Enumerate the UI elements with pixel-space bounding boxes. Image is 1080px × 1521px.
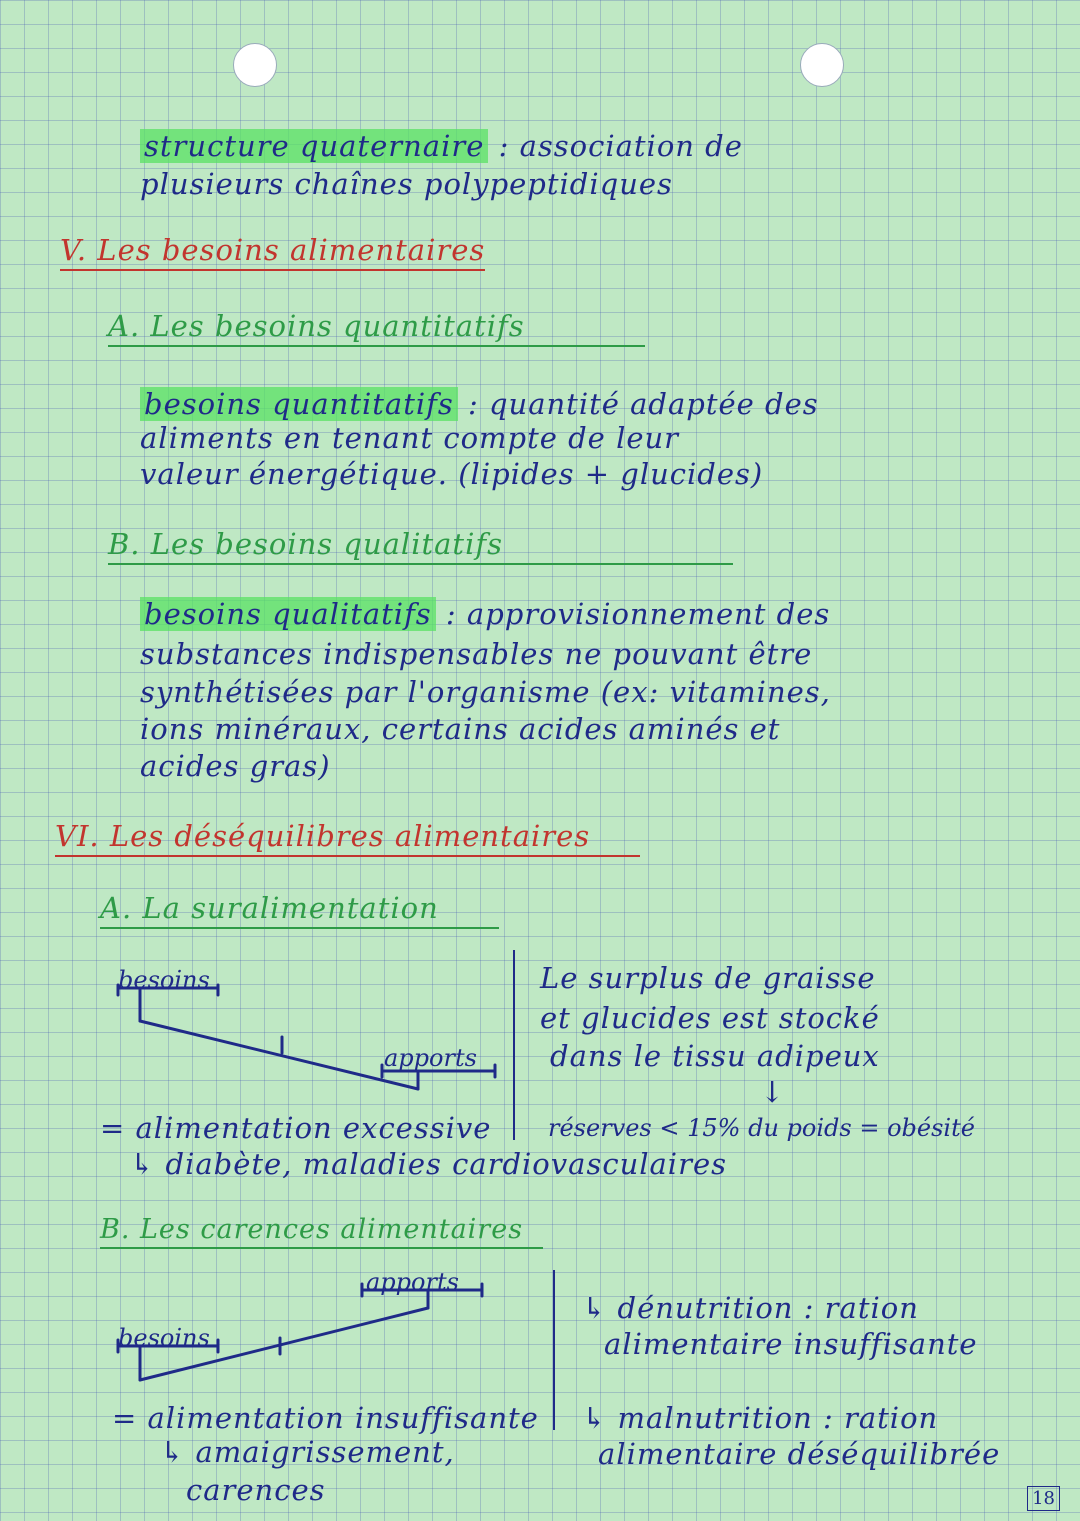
slope-line-a (140, 1021, 418, 1089)
intro-line-1 (140, 129, 743, 163)
section-6b-left-3: carences (186, 1473, 326, 1507)
section-6a-right-1: Le surplus de graisse (540, 961, 876, 995)
diagram-b-lines (110, 1280, 530, 1400)
section-6b-left-2: ↳ amaigrissement, (160, 1435, 455, 1469)
section-6b-right-2: alimentaire insuffisante (604, 1327, 978, 1361)
section-6a-right-2: et glucides est stocké (540, 1001, 880, 1035)
section-5a-def-1: : quantité adaptée des (467, 387, 819, 421)
section-6b-right-3: ↳ malnutrition : ration (582, 1401, 939, 1435)
diagram-a-needs-label: besoins (118, 966, 210, 994)
section-5a-title: A. Les besoins quantitatifs (108, 312, 645, 347)
section-5b-line-4: ions minéraux, certains acides aminés et (140, 712, 781, 746)
section-6-title: VI. Les déséquilibres alimentaires (55, 822, 640, 857)
intro-term: structure quaternaire (140, 129, 488, 163)
section-5b-title: B. Les besoins qualitatifs (108, 530, 733, 565)
section-5b-def-1: : approvisionnement des (445, 597, 831, 631)
page-number: 18 (1027, 1486, 1060, 1511)
section-5b-line-2: substances indispensables ne pouvant être (140, 637, 813, 671)
section-6b-right-1: ↳ dénutrition : ration (582, 1291, 919, 1325)
section-6a-title: A. La suralimentation (100, 894, 499, 929)
diagram-b-separator (553, 1270, 555, 1430)
section-5a-line-1 (140, 387, 819, 421)
slope-line-b (140, 1308, 428, 1380)
section-5a-line-3: valeur énergétique. (lipides + glucides) (140, 457, 764, 491)
diagram-a-separator (513, 950, 515, 1140)
section-5a-line-2: aliments en tenant compte de leur (140, 421, 680, 455)
diagram-a-intake-label: apports (384, 1044, 477, 1072)
section-5b-line-3: synthétisées par l'organisme (ex: vitamines, (140, 675, 831, 709)
section-6a-right-3: dans le tissu adipeux (550, 1039, 880, 1073)
section-6b-right-4: alimentaire déséquilibrée (598, 1437, 1001, 1471)
section-6b-left-1: = alimentation insuffisante (112, 1401, 539, 1435)
section-5b-term: besoins qualitatifs (140, 597, 436, 631)
section-5-title: V. Les besoins alimentaires (60, 236, 485, 271)
binder-hole-left (233, 43, 277, 87)
intro-definition-2: plusieurs chaînes polypeptidiques (140, 167, 673, 201)
binder-hole-right (800, 43, 844, 87)
diagram-b-needs-label: besoins (118, 1324, 210, 1352)
intro-definition-1: : association de (498, 129, 743, 163)
section-6a-right-4: réserves < 15% du poids = obésité (548, 1114, 975, 1142)
section-5b-line-5: acides gras) (140, 749, 331, 783)
section-5b-line-1 (140, 597, 831, 631)
section-5a-term: besoins quantitatifs (140, 387, 458, 421)
section-6a-left-1: = alimentation excessive (100, 1111, 492, 1145)
section-6b-title: B. Les carences alimentaires (100, 1216, 543, 1249)
diagram-b-intake-label: apports (366, 1268, 459, 1296)
section-6a-left-2: ↳ diabète, maladies cardiovasculaires (130, 1147, 727, 1181)
diagram-a-lines (110, 985, 530, 1125)
down-arrow-icon: ↓ (760, 1075, 786, 1109)
